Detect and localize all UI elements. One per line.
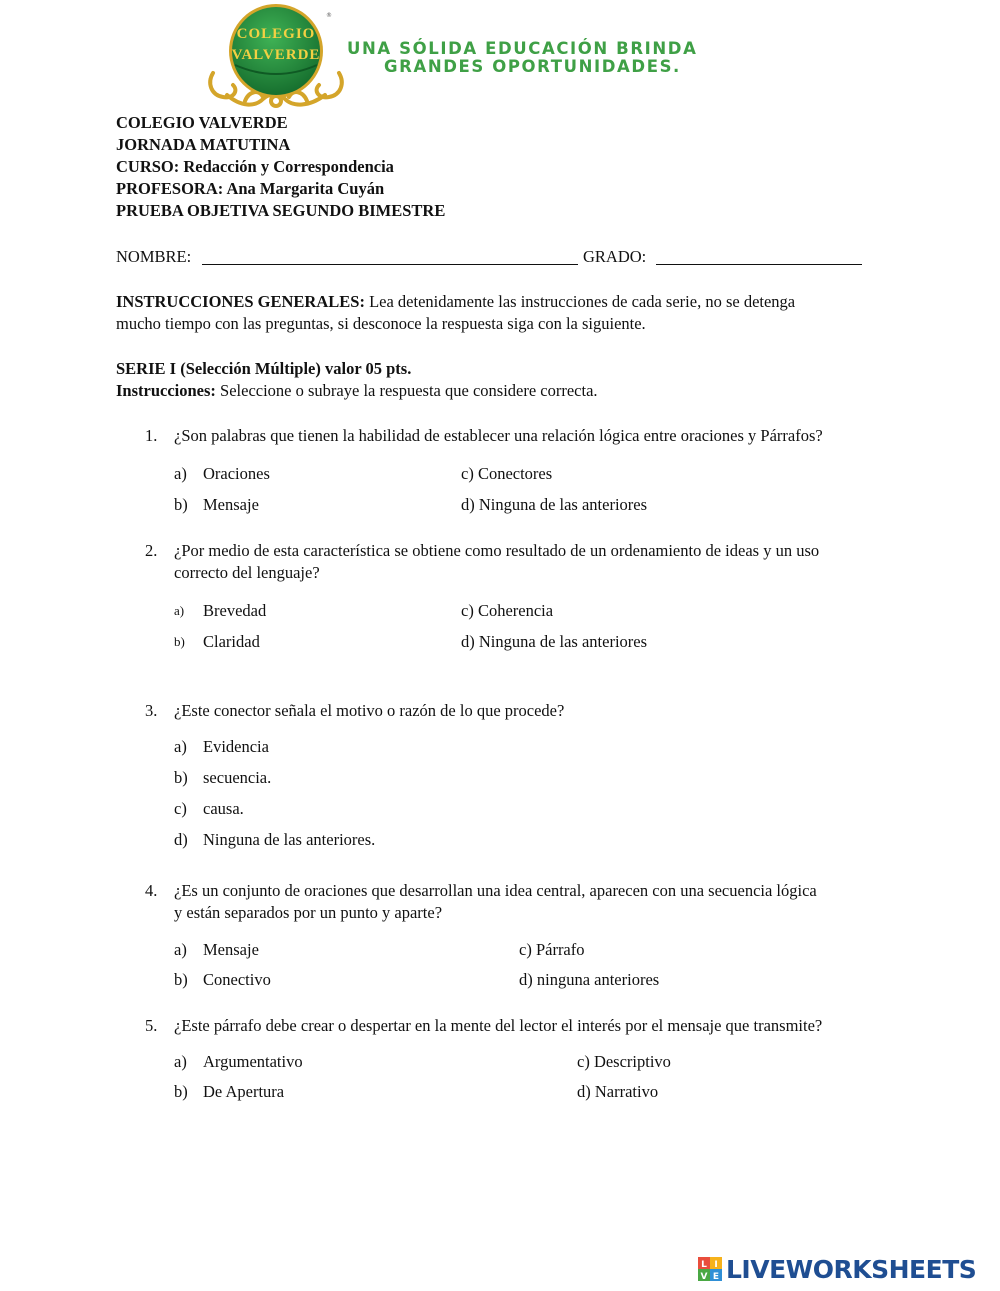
name-label: NOMBRE: xyxy=(116,247,192,266)
question-5-text: ¿Este párrafo debe crear o despertar en la mente del lector el interés por el mensaje que transmite? xyxy=(174,1016,823,1035)
q1-option-b[interactable]: Mensaje xyxy=(203,495,259,514)
q5-option-c[interactable]: c) Descriptivo xyxy=(577,1052,671,1071)
q3-option-a[interactable]: Evidencia xyxy=(203,737,269,756)
question-2-number: 2. xyxy=(145,541,158,560)
q3-option-b[interactable]: secuencia. xyxy=(203,768,272,787)
question-4-number: 4. xyxy=(145,881,158,900)
q3-option-d[interactable]: Ninguna de las anteriores. xyxy=(203,830,376,849)
q5-option-b-letter[interactable]: b) xyxy=(174,1082,188,1101)
q5-option-d[interactable]: d) Narrativo xyxy=(577,1082,659,1101)
name-field[interactable] xyxy=(202,264,578,265)
teacher: PROFESORA: Ana Margarita Cuyán xyxy=(116,179,385,198)
q1-option-a-letter[interactable]: a) xyxy=(174,464,187,483)
question-4-text-1: ¿Es un conjunto de oraciones que desarrollan una idea central, aparecen con una secuencia lógica xyxy=(174,881,817,900)
exam-title: PRUEBA OBJETIVA SEGUNDO BIMESTRE xyxy=(116,201,446,220)
question-3-text: ¿Este conector señala el motivo o razón de lo que procede? xyxy=(174,701,565,720)
instructions-text-2: mucho tiempo con las preguntas, si desconoce la respuesta siga con la siguiente. xyxy=(116,314,646,333)
q5-option-a[interactable]: Argumentativo xyxy=(203,1052,303,1071)
q5-option-b[interactable]: De Apertura xyxy=(203,1082,285,1101)
brand-letter-l: L xyxy=(701,1260,707,1270)
q4-option-d[interactable]: d) ninguna anteriores xyxy=(519,970,660,989)
course: CURSO: Redacción y Correspondencia xyxy=(116,157,394,176)
q3-option-b-letter[interactable]: b) xyxy=(174,768,188,787)
general-instructions xyxy=(116,291,795,313)
q2-option-c[interactable]: c) Coherencia xyxy=(461,601,554,620)
q2-option-b-letter[interactable]: b) xyxy=(174,634,185,649)
slogan-line-1: UNA SÓLIDA EDUCACIÓN BRINDA xyxy=(347,39,698,58)
brand-letter-i: I xyxy=(714,1260,718,1270)
question-3-number: 3. xyxy=(145,701,158,720)
grade-label: GRADO: xyxy=(583,247,647,266)
q5-option-a-letter[interactable]: a) xyxy=(174,1052,187,1071)
series-instructions xyxy=(116,380,598,402)
q3-option-c[interactable]: causa. xyxy=(203,799,244,818)
liveworksheets-blocks-icon xyxy=(697,1254,723,1286)
question-1-text: ¿Son palabras que tienen la habilidad de establecer una relación lógica entre oraciones y Párrafos? xyxy=(174,426,823,445)
instructions-label: INSTRUCCIONES GENERALES: xyxy=(116,292,365,311)
liveworksheets-brand: LIVEWORKSHEETS xyxy=(726,1255,977,1284)
q1-option-b-letter[interactable]: b) xyxy=(174,495,188,514)
q1-option-c[interactable]: c) Conectores xyxy=(461,464,553,483)
q1-option-a[interactable]: Oraciones xyxy=(203,464,270,483)
shift: JORNADA MATUTINA xyxy=(116,135,291,154)
q2-option-a[interactable]: Brevedad xyxy=(203,601,267,620)
svg-text:®: ® xyxy=(326,12,332,19)
q2-option-b[interactable]: Claridad xyxy=(203,632,260,651)
question-2-text-2: correcto del lenguaje? xyxy=(174,563,320,582)
q4-option-a-letter[interactable]: a) xyxy=(174,940,187,959)
school-name: COLEGIO VALVERDE xyxy=(116,113,288,132)
instructions-text-1: Lea detenidamente las instrucciones de cada serie, no se detenga xyxy=(369,292,796,311)
q3-option-d-letter[interactable]: d) xyxy=(174,830,188,849)
question-2-text-1: ¿Por medio de esta característica se obtiene como resultado de un ordenamiento de ideas y un uso xyxy=(174,541,820,560)
q4-option-a[interactable]: Mensaje xyxy=(203,940,259,959)
question-5-number: 5. xyxy=(145,1016,158,1035)
grade-field[interactable] xyxy=(656,264,862,265)
question-1-number: 1. xyxy=(145,426,158,445)
q4-option-c[interactable]: c) Párrafo xyxy=(519,940,585,959)
series-instructions-label: Instrucciones: xyxy=(116,381,216,400)
series-title: SERIE I (Selección Múltiple) valor 05 pts. xyxy=(116,359,412,378)
q2-option-d[interactable]: d) Ninguna de las anteriores xyxy=(461,632,648,651)
series-instructions-text: Seleccione o subraye la respuesta que considere correcta. xyxy=(220,381,598,400)
q3-option-c-letter[interactable]: c) xyxy=(174,799,187,818)
brand-letter-e: E xyxy=(712,1272,720,1282)
q1-option-d[interactable]: d) Ninguna de las anteriores xyxy=(461,495,648,514)
brand-letter-v: V xyxy=(700,1272,708,1282)
logo-text-top: COLEGIO xyxy=(236,26,316,42)
question-4-text-2: y están separados por un punto y aparte? xyxy=(174,903,443,922)
q2-option-a-letter[interactable]: a) xyxy=(174,603,185,618)
q4-option-b-letter[interactable]: b) xyxy=(174,970,188,989)
logo-text-bottom: VALVERDE xyxy=(231,47,321,63)
q3-option-a-letter[interactable]: a) xyxy=(174,737,187,756)
slogan-line-2: GRANDES OPORTUNIDADES. xyxy=(384,57,681,76)
q4-option-b[interactable]: Conectivo xyxy=(203,970,271,989)
school-logo xyxy=(205,3,347,111)
